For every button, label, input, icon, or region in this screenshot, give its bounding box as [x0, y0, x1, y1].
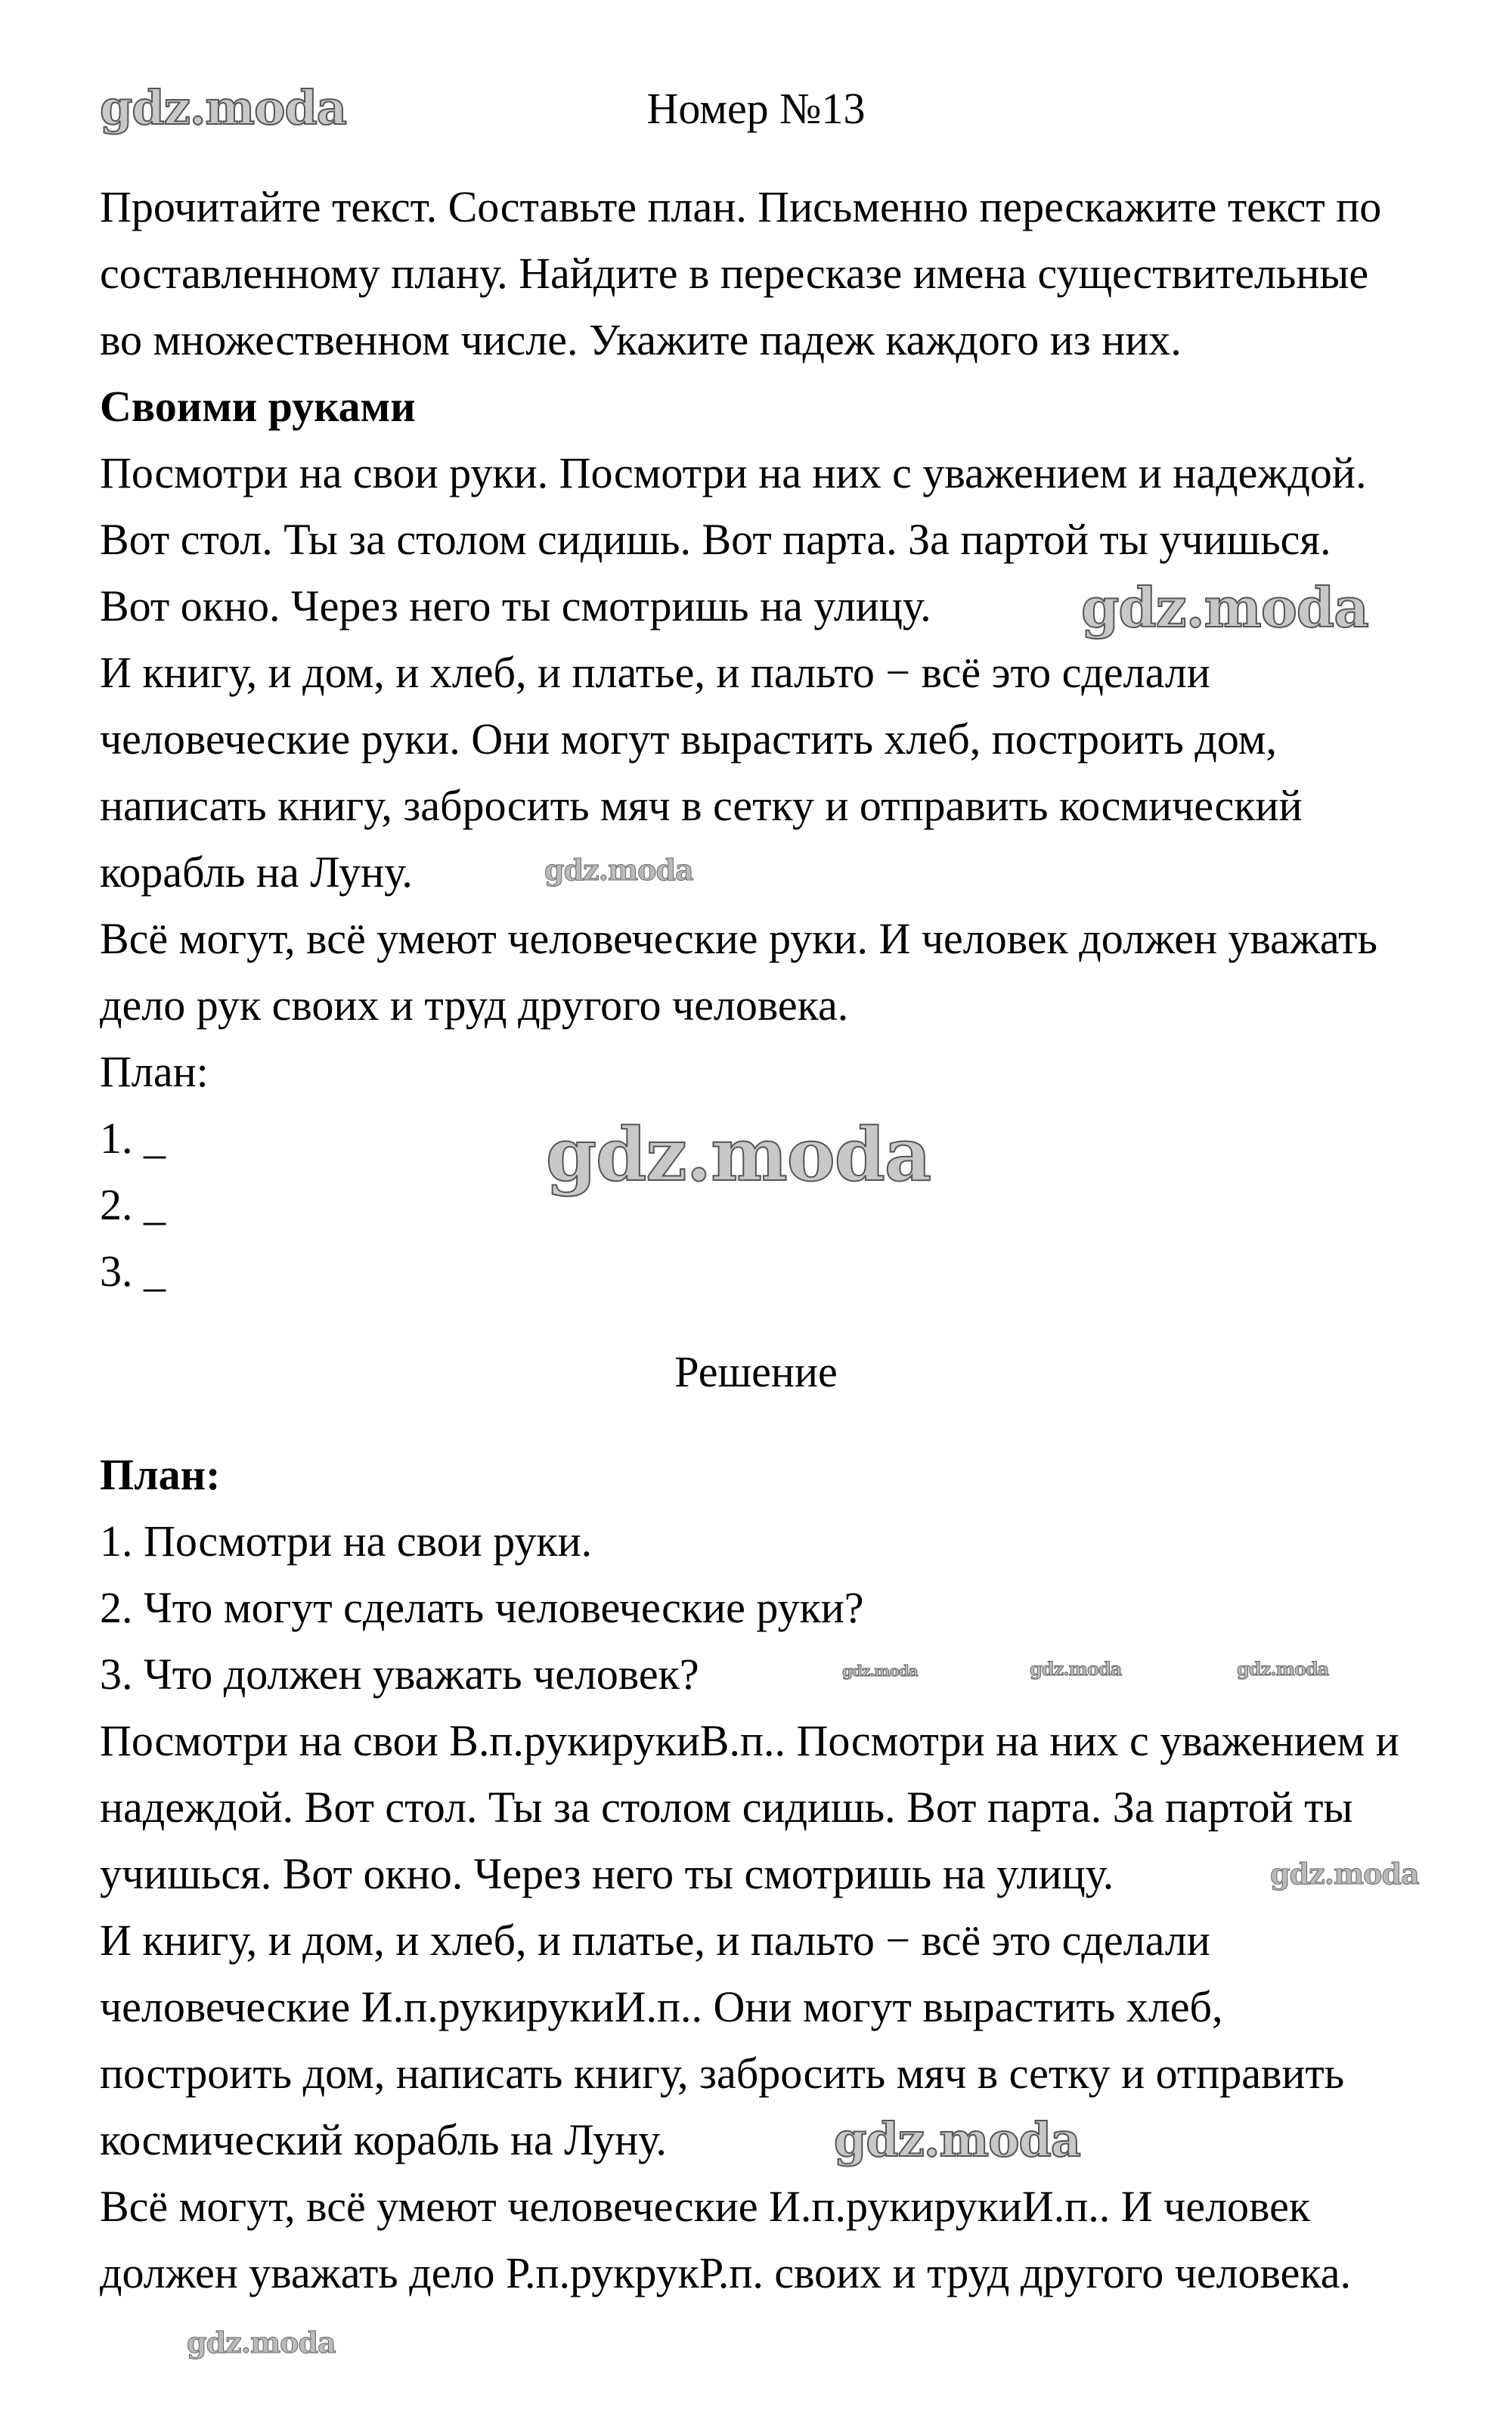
watermark: gdz.moda	[187, 2325, 336, 2359]
solution-text-line: человеческие И.п.рукирукиИ.п.. Они могут вырастить хлеб,	[100, 1982, 1223, 2031]
watermark: gdz.moda	[100, 80, 346, 135]
solution-plan-item: 2. Что могут сделать человеческие руки?	[100, 1583, 864, 1632]
watermark: gdz.moda	[1270, 1857, 1419, 1891]
solution-text-line: космический корабль на Луну.	[100, 2115, 667, 2164]
solution-text-line: учишься. Вот окно. Через него ты смотришь на улицу.	[100, 1849, 1114, 1898]
plan-item: 3. _	[100, 1247, 166, 1296]
solution-plan-item: 3. Что должен уважать человек?	[100, 1650, 699, 1699]
solution-text-line: Всё могут, всё умеют человеческие И.п.рукирукиИ.п.. И человек	[100, 2182, 1311, 2231]
task-line: составленному плану. Найдите в пересказе имена существительные	[100, 249, 1369, 298]
text-line: Всё могут, всё умеют человеческие руки. И человек должен уважать	[100, 914, 1377, 963]
solution-title: Решение	[674, 1347, 838, 1396]
text-line: корабль на Луну.	[100, 847, 413, 897]
solution-plan-label: План:	[100, 1450, 221, 1499]
watermark: gdz.moda	[842, 1662, 918, 1680]
watermark: gdz.moda	[546, 1112, 931, 1197]
watermark: gdz.moda	[544, 853, 693, 887]
page-title: Номер №13	[646, 84, 866, 133]
watermark: gdz.moda	[1081, 575, 1368, 640]
text-heading: Своими руками	[100, 382, 416, 431]
plan-item: 1. _	[100, 1114, 166, 1163]
plan-item: 2. _	[100, 1180, 166, 1229]
solution-text-line: построить дом, написать книгу, забросить мяч в сетку и отправить	[100, 2049, 1345, 2098]
watermark: gdz.moda	[1237, 1658, 1329, 1680]
text-line: дело рук своих и труд другого человека.	[100, 981, 849, 1030]
task-line: во множественном числе. Укажите падеж каждого из них.	[100, 315, 1182, 364]
solution-plan-item: 1. Посмотри на свои руки.	[100, 1516, 593, 1566]
text-line: человеческие руки. Они могут вырастить хлеб, построить дом,	[100, 714, 1277, 764]
text-line: Вот стол. Ты за столом сидишь. Вот парта. За партой ты учишься.	[100, 515, 1331, 564]
watermark: gdz.moda	[1030, 1658, 1122, 1680]
plan-label: План:	[100, 1047, 209, 1096]
text-line: И книгу, и дом, и хлеб, и платье, и пальто − всё это сделали	[100, 648, 1210, 697]
solution-text-line: должен уважать дело Р.п.рукрукР.п. своих и труд другого человека.	[100, 2248, 1351, 2297]
solution-text-line: надеждой. Вот стол. Ты за столом сидишь. Вот парта. За партой ты	[100, 1783, 1353, 1832]
text-line: написать книгу, забросить мяч в сетку и отправить космический	[100, 781, 1303, 830]
solution-text-line: Посмотри на свои В.п.рукирукиВ.п.. Посмотри на них с уважением и	[100, 1716, 1399, 1765]
task-line: Прочитайте текст. Составьте план. Письменно перескажите текст по	[100, 182, 1382, 231]
text-line: Вот окно. Через него ты смотришь на улицу.	[100, 581, 931, 630]
solution-text-line: И книгу, и дом, и хлеб, и платье, и пальто − всё это сделали	[100, 1916, 1210, 1965]
watermark: gdz.moda	[834, 2112, 1080, 2167]
text-line: Посмотри на свои руки. Посмотри на них с уважением и надеждой.	[100, 448, 1367, 497]
